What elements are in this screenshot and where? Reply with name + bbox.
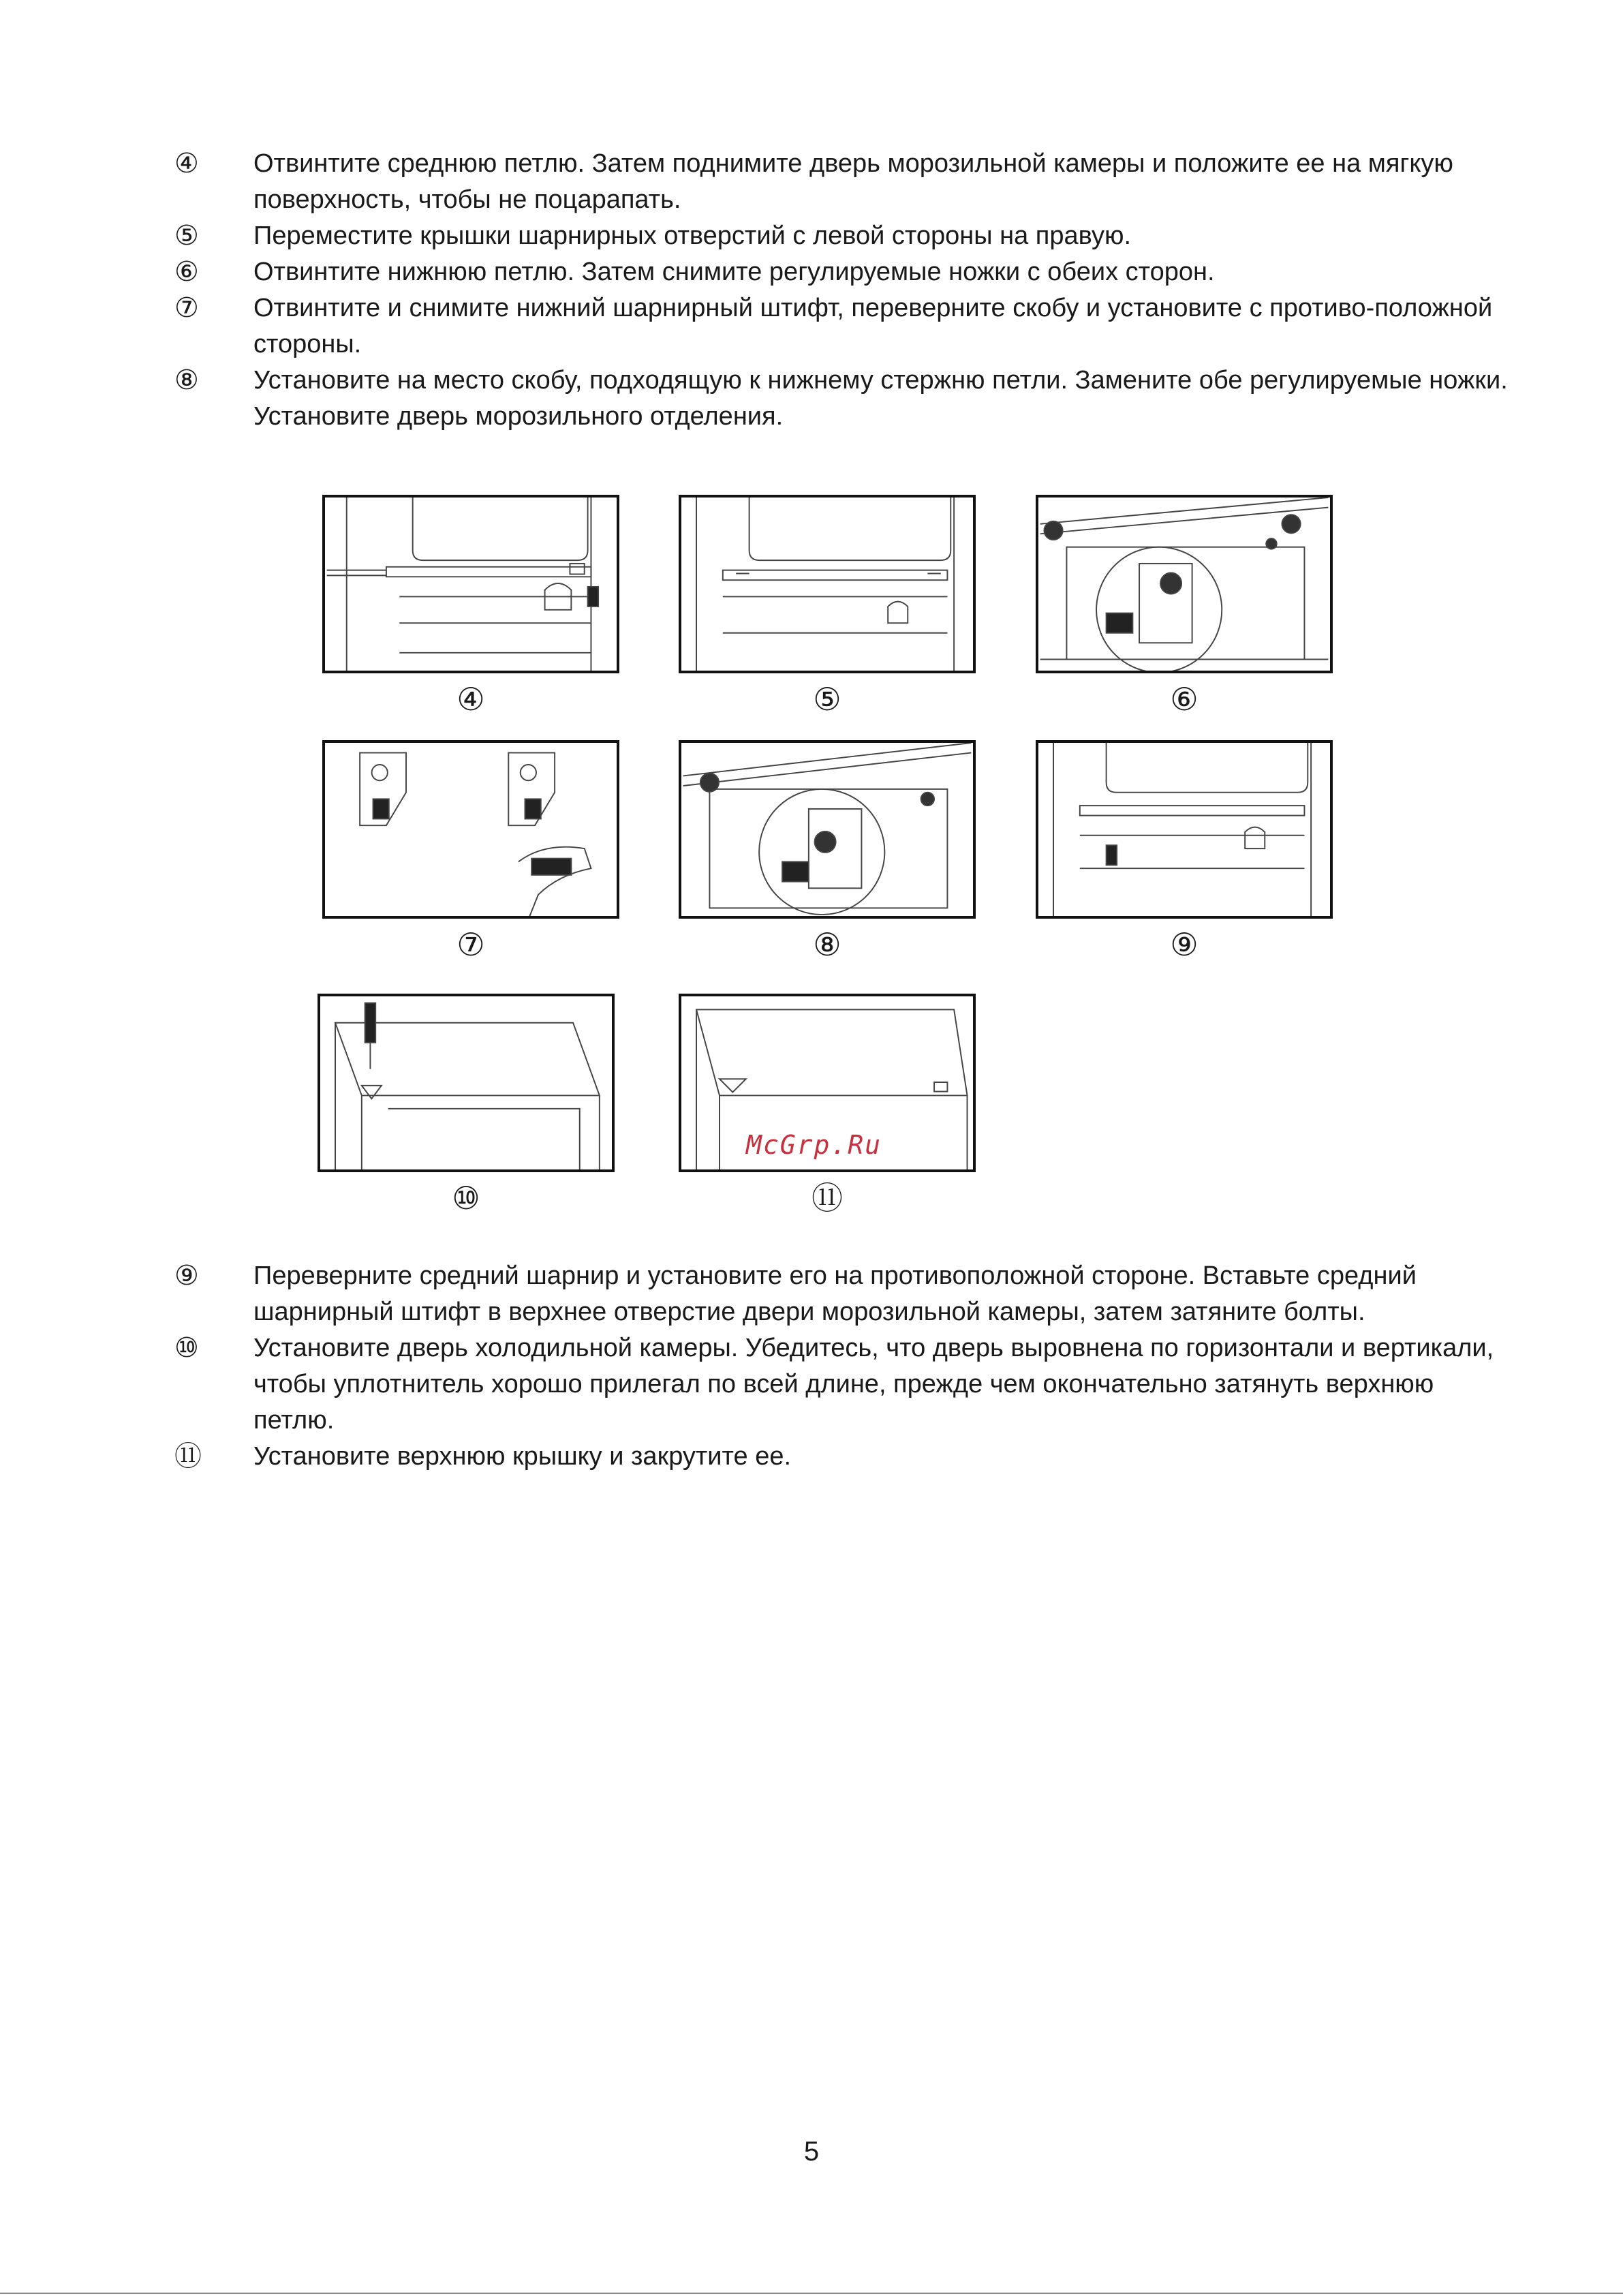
step-number: ④ <box>174 149 199 179</box>
step-item <box>174 1439 1510 1475</box>
figure-8 <box>679 740 976 962</box>
step-item <box>174 254 1510 290</box>
step-text: Отвинтите среднюю петлю. Затем поднимите дверь морозильной камеры и положите ее на мягкую поверхность, чтобы не поцарапать. <box>253 149 1453 214</box>
figure-7-label: ⑦ <box>457 927 485 962</box>
figure-6-illustration <box>1036 495 1333 673</box>
page-number: 5 <box>803 2137 820 2167</box>
figure-10-illustration <box>318 994 615 1172</box>
step-number: ⑨ <box>174 1261 199 1291</box>
step-number: ⑧ <box>174 365 199 395</box>
figure-8-illustration <box>679 740 976 919</box>
figure-6 <box>1036 495 1333 717</box>
step-item <box>174 290 1510 363</box>
figure-10 <box>318 994 615 1216</box>
figure-9 <box>1036 740 1333 962</box>
step-item <box>174 146 1510 218</box>
step-item <box>174 1258 1510 1330</box>
step-number: ⑩ <box>174 1333 199 1363</box>
figure-10-label: ⑩ <box>452 1180 480 1216</box>
step-item <box>174 363 1510 435</box>
instructions-bottom <box>174 1258 1510 1475</box>
bottom-divider <box>0 2293 1623 2294</box>
figure-11-label: ⑪ <box>812 1180 843 1216</box>
step-text: Установите на место скобу, подходящую к нижнему стержню петли. Замените обе регулируемые ножки. Установите дверь морозильного отделения. <box>253 366 1508 431</box>
figure-11-illustration <box>679 994 976 1172</box>
figure-7 <box>322 740 619 962</box>
figure-5 <box>679 495 976 717</box>
figure-4-label: ④ <box>457 682 485 717</box>
figure-5-illustration <box>679 495 976 673</box>
figure-4 <box>322 495 619 717</box>
figure-4-illustration <box>322 495 619 673</box>
step-item <box>174 1330 1510 1439</box>
watermark: McGrp.Ru <box>746 1130 882 1160</box>
figure-7-illustration <box>322 740 619 919</box>
step-text: Переверните средний шарнир и установите его на противоположной стороне. Вставьте средний шарнирный штифт в верхнее отверстие двери морозильной камеры, затем затяните болты. <box>253 1261 1417 1326</box>
step-text: Отвинтите и снимите нижний шарнирный штифт, переверните скобу и установите с противо-положной стороны. <box>253 294 1493 358</box>
figure-9-label: ⑨ <box>1170 927 1199 962</box>
step-number: ⑤ <box>174 221 199 251</box>
step-number: ⑥ <box>174 257 199 287</box>
step-number: ⑦ <box>174 293 199 323</box>
instructions-top <box>174 146 1510 435</box>
figure-6-label: ⑥ <box>1170 682 1199 717</box>
step-item <box>174 218 1510 254</box>
figure-9-illustration <box>1036 740 1333 919</box>
figure-11 <box>679 994 976 1216</box>
step-text: Установите верхнюю крышку и закрутите ее. <box>253 1442 792 1471</box>
step-text: Отвинтите нижнюю петлю. Затем снимите регулируемые ножки с обеих сторон. <box>253 258 1215 286</box>
step-number: ⑪ <box>174 1441 202 1471</box>
step-text: Установите дверь холодильной камеры. Убедитесь, что дверь выровнена по горизонтали и вертикали, чтобы уплотнитель хорошо прилегал по всей длине, прежде чем окончательно затянуть верхнюю петлю. <box>253 1334 1494 1435</box>
figure-8-label: ⑧ <box>813 927 841 962</box>
figure-5-label: ⑤ <box>813 682 841 717</box>
step-text: Переместите крышки шарнирных отверстий с левой стороны на правую. <box>253 221 1132 250</box>
